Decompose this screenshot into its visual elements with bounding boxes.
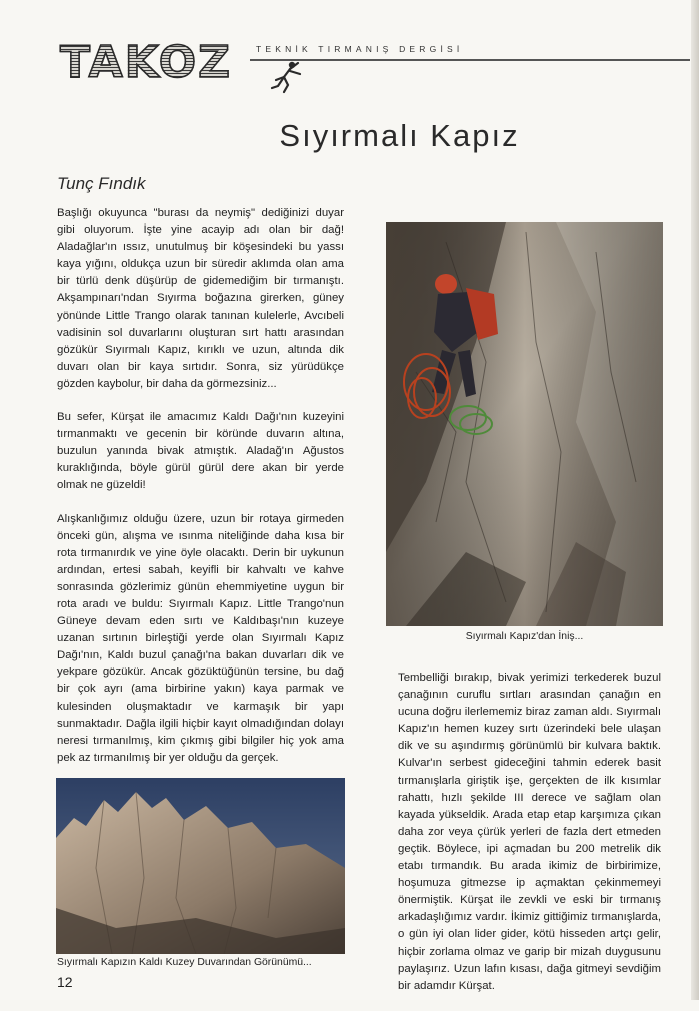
header-rule xyxy=(250,59,690,61)
left-column xyxy=(57,205,344,783)
photo-descent-caption: Sıyırmalı Kapız'dan İniş... xyxy=(465,631,584,642)
photo-descent-image xyxy=(386,222,663,626)
article-author: Tunç Fındık xyxy=(57,174,146,193)
takoz-logo xyxy=(60,37,250,88)
paragraph: Başlığı okuyunca "burası da neymiş" dediğinizi duyar gibi oluyorum. İşte yine acayip adı olan bir dağ! Aladağlar'ın ıssız, unutulmuş bir köşesindeki bu yassı kaya yığını, oldukça uzun bir süredir aklımda olan ama bir türlü denk düşürüp de gidemediğim bir tırmanıştı. Akşampınarı'ndan Sıyırma boğazına girerken, güney yönünde Little Trango olarak tanınan kulelerle, Avcıbeli vadisinin sol duvarlarını oluşturan sırt hattı arasından gözükür Sıyırmalı Kapız, kırıklı ve uzun, altında dik duvarı olan bir kaya sırtıdır. Sonra, siz yürüdükçe gözden kaybolur, bir daha da görmezsiniz... xyxy=(57,207,344,390)
photo-north-wall-caption: Sıyırmalı Kapızın Kaldı Kuzey Duvarından Görünümü... xyxy=(57,957,312,968)
paragraph: Tembelliği bırakıp, bivak yerimizi terkederek buzul çanağının curuflu sırtları arasından çanağın en ucuna doğru ilerlememiz biraz zaman aldı. Sıyırmalı Kapız'ın hemen kuzey sırtı üzerindeki bele ulaşan dik ve su aşındırmış görünümlü bir kulvara baktık. Kulvar'ın serbest gideceğini tahmin ederek basit tırmanışlarla giriştik işe, gerçekten de ilk kısımlar rahattı, hızlı şekilde III derece ve sağlam olan kayada yükseldik. Arada etap etap karşımıza çıkan daha zor veya çürük yerleri de fazla dert etmeden geçtik. Böylece, ipi açmadan bu 200 metrelik dik etabı tırmandık. Bu arada ikimiz de birbirimize, hoşumuza gitmezse ip açmaktan çekinmemeyi önermiştik. Kürşat ile zevkli ve eski bir tırmanış arkadaşlığımız vardır. İkimiz gittiğimiz tırmanışlarda, o gün iyi olan lider gider, kötü hisseden artçı gelir, hiçbir zorlama olmaz ve garip bir mizah duygusunu paylaşırız. Uzun lafın kısası, dağa gitmeyi sevdiğim bir adamdır Kürşat. xyxy=(398,672,661,992)
paragraph: Alışkanlığımız olduğu üzere, uzun bir rotaya girmeden önceki gün, alışma ve ısınma niteliğinde daha kısa bir rota tırmanırdık ve yine öyle olacaktı. Derin bir uykunun ardından, ertesi sabah, keyifli bir kahvaltı ve kahve sonrasında gözlerimiz günün ehemmiyetine uygun bir rota aradı ve buldu: Sıyırmalı Kapız. Little Trango'nun Güneye devam eden sırtı ve Kaldıbaşı'nın kuzeye uzanan sırtının birleştiği yerde olan Sıyırmalı Kapız Dağı'nın, Kaldı buzul çanağı'na bakan duvarları dik ve yekpare gözükür. Ancak gözüktüğünün tersine, bu dağ bir çok ayrı (ama birbirine yakın) kaya parmak ve kulesinden oluşmaktadır ve karmaşık bir yapı sunmaktadır. Dağla ilgili hiçbir kayıt olmadığından dolayı neresi tırmanılmış, kim çıkmış gibi bilgiler hiç yok ama pek az tırmanılmış bir yer olduğu da gerçek. xyxy=(57,512,344,764)
photo-descent xyxy=(386,222,663,626)
magazine-name: TEKNİK TIRMANIŞ DERGİSİ xyxy=(256,44,464,54)
climber-icon xyxy=(262,60,306,94)
page-number: 12 xyxy=(57,974,73,990)
paragraph: Bu sefer, Kürşat ile amacımız Kaldı Dağı'nın kuzeyini tırmanmaktı ve gecenin bir köründe duvarın altına, buzulun yanında bivak atmıştık. Aladağ'ın Ağustos kuraklığında, böyle gürül gürül dere akan bir yerde olmak ne güzeldi! xyxy=(57,411,344,492)
right-column xyxy=(398,670,661,1011)
photo-north-wall-image xyxy=(56,778,345,954)
photo-north-wall xyxy=(56,778,345,954)
logo-text: TAKOZ xyxy=(60,37,233,88)
article-title: Sıyırmalı Kapız xyxy=(279,118,520,153)
